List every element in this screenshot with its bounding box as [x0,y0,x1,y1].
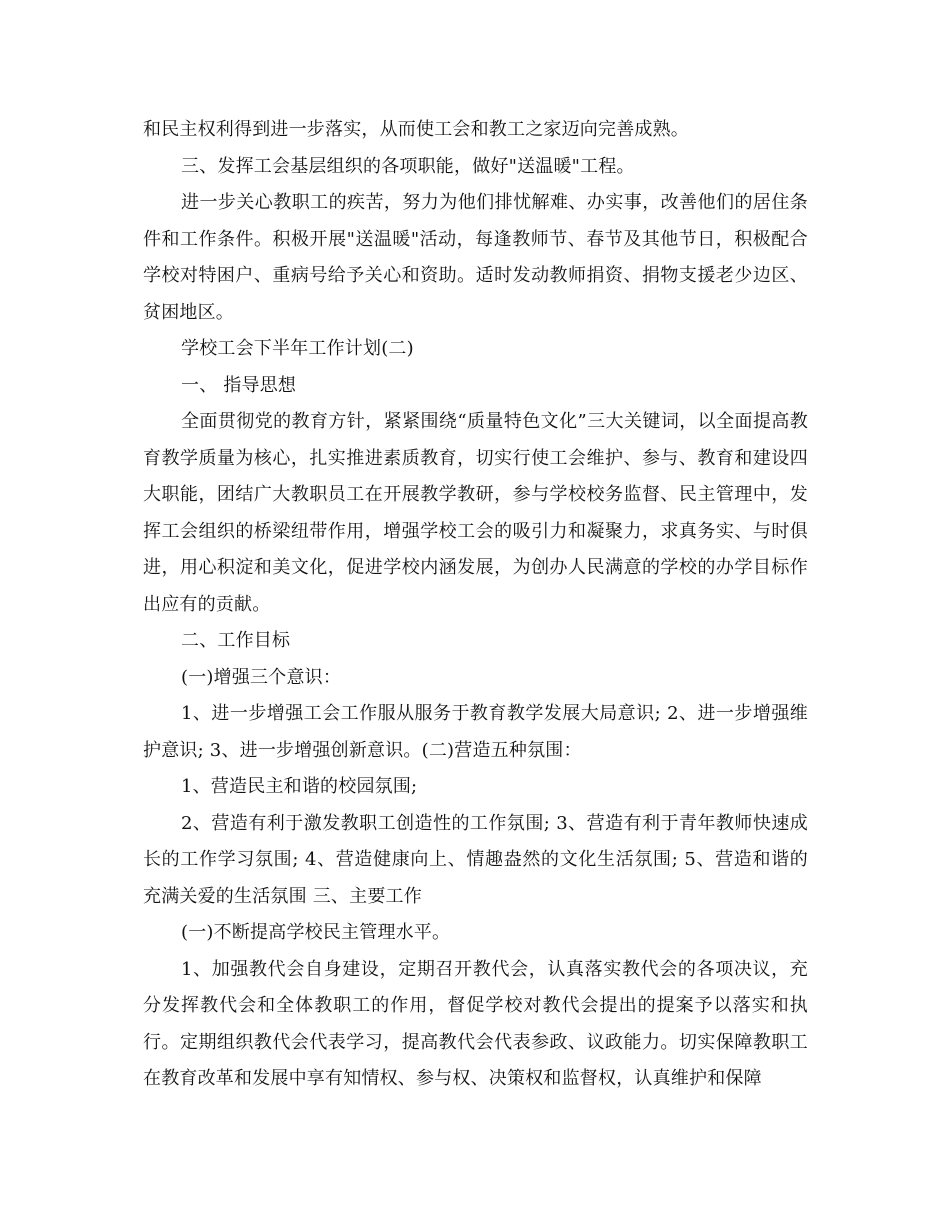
section-heading-3: 三、发挥工会基层组织的各项职能，做好"送温暖"工程。 [181,155,635,177]
paragraph-atmosphere-1: 1、营造民主和谐的校园氛围; [181,776,418,797]
document-title: 学校工会下半年工作计划(二) [181,338,414,359]
paragraph-3: 进一步关心教职工的疾苦，努力为他们排忧解难、办实事，改善他们的居住条件和工作条件。积极开展"送温暖"活动，每逢教师节、春节及其他节日，积极配合学校对特困户、重病号给予关心和资助。适时发动教师捐资、捐物支援老少边区、贫困地区。 [143,192,808,323]
section-heading-goals: 二、工作目标 [181,630,291,651]
section-heading-guiding: 一、 指导思想 [181,374,297,396]
subheading-awareness: (一)增强三个意识： [181,666,342,688]
paragraph-atmosphere-2: 2、营造有利于激发教职工创造性的工作氛围; 3、营造有利于青年教师快速成长的工作学习氛围; 4、营造健康向上、情趣盎然的文化生活氛围; 5、营造和谐的充满关爱的生活氛围 三、主要工作 [143,812,808,907]
paragraph-1: 和民主权利得到进一步落实，从而使工会和教工之家迈向完善成熟。 [143,119,689,140]
paragraph-awareness: 1、进一步增强工会工作服从服务于教育教学发展大局意识; 2、进一步增强维护意识; 3、进一步增强创新意识。(二)营造五种氛围： [143,703,808,761]
paragraph-guiding: 全面贯彻党的教育方针，紧紧围绕“质量特色文化”三大关键词，以全面提高教育教学质量为核心，扎实推进素质教育，切实行使工会维护、参与、教育和建设四大职能，团结广大教职员工在开展教学教研，参与学校校务监督、民主管理中，发挥工会组织的桥梁纽带作用，增强学校工会的吸引力和凝聚力，求真务实、与时俱进，用心积淀和美文化，促进学校内涵发展，为创办人民满意的学校的办学目标作出应有的贡献。 [143,411,808,615]
subheading-democratic-management: (一)不断提高学校民主管理水平。 [181,922,451,943]
document-page [143,112,808,1098]
paragraph-congress: 1、加强教代会自身建设，定期召开教代会，认真落实教代会的各项决议，充分发挥教代会和全体教职工的作用，督促学校对教代会提出的提案予以落实和执行。定期组织教代会代表学习，提高教代会代表参政、议政能力。切实保障教职工在教育改革和发展中享有知情权、参与权、决策权和监督权，认真维护和保障 [143,958,808,1089]
